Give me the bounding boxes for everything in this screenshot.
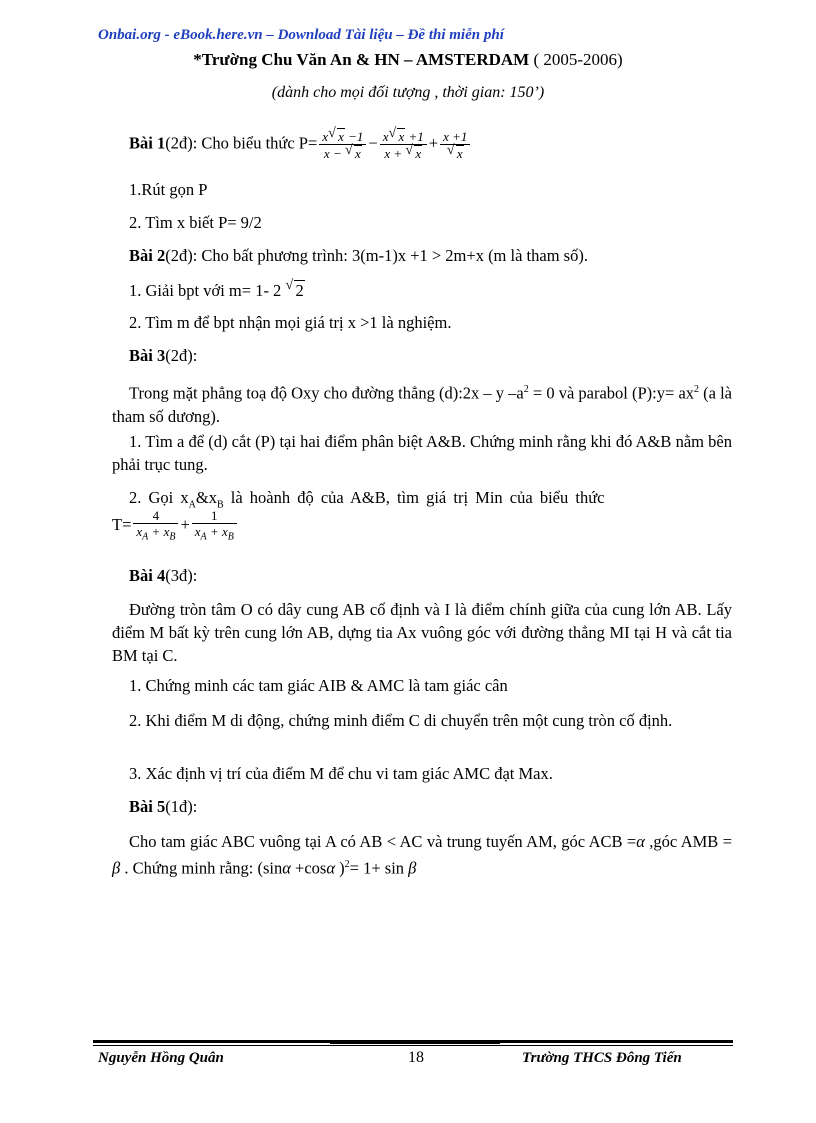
bai2-sqrt: √ 2 bbox=[294, 280, 304, 301]
bai1-statement bbox=[129, 128, 472, 161]
bai1-label: Bài 1 bbox=[129, 133, 166, 153]
bai2-label: Bài 2 bbox=[129, 246, 166, 265]
footer-page-number: 18 bbox=[408, 1049, 424, 1066]
bai1-text: (2đ): Cho biểu thức P= bbox=[165, 133, 318, 153]
bai1-fraction-2: $\frac{x√ x +1}{x + √ x}$ bbox=[380, 128, 427, 161]
footer-rule-thin bbox=[93, 1045, 733, 1046]
title-year: ( 2005-2006) bbox=[529, 50, 623, 69]
bai5-paragraph: Cho tam giác ABC vuông tại A có AB < AC và trung tuyến AM, góc ACB =α ,góc AMB = β . Chứng minh rằng: (sinα +cosα )$^2$= 1+ sin β bbox=[112, 832, 732, 878]
bai5-label: Bài 5 bbox=[129, 797, 166, 816]
bai3-label: Bài 3 bbox=[129, 346, 166, 365]
title-school: *Trường Chu Văn An & HN – AMSTERDAM bbox=[193, 50, 530, 69]
bai3-expression-t: T= $\frac{4}{x_A + x_B}$ + $\frac{1}{x_A + x_B}$ bbox=[112, 508, 732, 545]
bai3-paragraph: Trong mặt phẳng toạ độ Oxy cho đường thẳng (d):2x – y $-a^2 = 0$ và parabol (P):y= $ax^2$ (a là tham số dương). bbox=[112, 383, 733, 426]
bai4-heading: Bài 4(3đ): bbox=[129, 566, 198, 585]
footer-author: Nguyễn Hồng Quân bbox=[98, 1050, 224, 1066]
header-source-link[interactable]: Onbai.org - eBook.here.vn – Download Tài liệu – Đề thi miễn phí bbox=[98, 27, 504, 43]
bai4-question-1: 1. Chứng minh các tam giác AIB & AMC là tam giác cân bbox=[129, 676, 508, 695]
footer-rule-mid bbox=[330, 1042, 500, 1044]
bai2-text: (2đ): Cho bất phương trình: 3(m-1)x +1 > 2m+x (m là tham số). bbox=[165, 246, 588, 265]
page-subtitle: (dành cho mọi đối tượng , thời gian: 150’) bbox=[271, 84, 545, 101]
bai4-question-2: 2. Khi điểm M di động, chứng minh điểm C di chuyển trên một cung tròn cố định. bbox=[129, 711, 673, 730]
bai2-statement bbox=[129, 246, 588, 266]
bai5-heading: Bài 5(1đ): bbox=[129, 797, 198, 816]
bai4-paragraph: Đường tròn tâm O có dây cung AB cố định và I là điểm chính giữa của cung lớn AB. Lấy điểm M bất kỳ trên cung lớn AB, dựng tia Ax vuông góc với đường thẳng MI tại H và cắt tia BM tại C. bbox=[112, 600, 732, 665]
bai2-question-1: 1. Giải bpt với m= 1- 2 √ 2 bbox=[129, 280, 305, 301]
bai3-question-1: 1. Tìm a để (d) cắt (P) tại hai điểm phân biệt A&B. Chứng minh rằng khi đó A&B nằm bên phải trục tung. bbox=[112, 432, 732, 474]
bai3-question-2: 2. Gọi $x_A\&x_B$ là hoành độ của A&B, tìm giá trị Min của biểu thức bbox=[129, 488, 605, 511]
footer-school: Trường THCS Đông Tiến bbox=[522, 1050, 682, 1066]
bai4-label: Bài 4 bbox=[129, 566, 166, 585]
bai1-minus: − bbox=[368, 133, 378, 153]
bai1-fraction-1: $\frac{x√ x -1}{x - √ x}$ bbox=[319, 128, 366, 161]
bai3-heading: Bài 3(2đ): bbox=[129, 346, 198, 365]
bai2-question-2: 2. Tìm m để bpt nhận mọi giá trị x >1 là nghiệm. bbox=[129, 313, 452, 332]
bai1-question-1: 1.Rút gọn P bbox=[129, 180, 208, 199]
bai3-t-fraction-2: $\frac{1}{x_A + x_B}$ bbox=[192, 508, 237, 545]
bai4-question-3: 3. Xác định vị trí của điểm M để chu vi tam giác AMC đạt Max. bbox=[129, 764, 553, 783]
bai1-question-2: 2. Tìm x biết P= 9/2 bbox=[129, 213, 262, 232]
bai1-plus: + bbox=[428, 133, 439, 153]
bai1-fraction-3: x +1 √ x bbox=[440, 129, 470, 161]
page-title bbox=[0, 50, 816, 70]
bai3-t-fraction-1: $\frac{4}{x_A + x_B}$ bbox=[133, 508, 178, 545]
